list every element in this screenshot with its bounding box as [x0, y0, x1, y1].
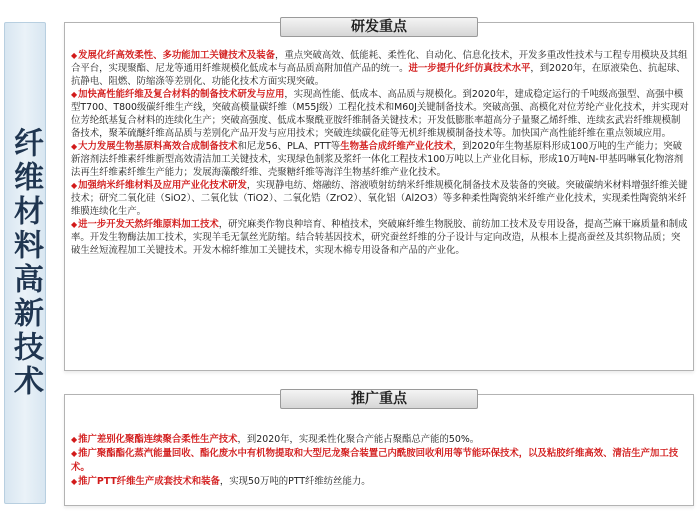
- body-text: ，研究麻类作物良种培育、种植技术，突破麻纤维生物脱胶、前纺加工技术及专用设备，提高苎麻干麻质量和制成率。开发生物酶法加工技术，实现羊毛无氯丝光防缩。结合转基因技术，研究蚕丝纤维的分子设计与定向改造，从根本上提高蚕丝及其织物品质；突破生丝短流程加工关键技术。开发木棉纤维加工关键技术，实现木棉专用设备和产品的产业化。: [71, 219, 688, 256]
- highlight-text: 生物基合成纤维产业化技术: [340, 141, 453, 152]
- body-text: ，到2020年，实现柔性化聚合产能占聚酯总产能的50%。: [237, 434, 480, 445]
- highlight-text: 发展化纤高效柔性、多功能加工关键技术及装备: [78, 50, 276, 61]
- highlight-text: 加强纳米纤维材料及应用产业化技术研发: [78, 180, 247, 191]
- highlight-text: 进一步提升化纤仿真技术水平: [408, 63, 531, 74]
- highlight-text: 加快高性能纤维及复合材料的制备技术研发与应用: [78, 89, 285, 100]
- highlight-text: 推广PTT纤维生产成套技术和装备: [78, 476, 220, 487]
- list-item: [71, 140, 689, 179]
- side-title-bar: [4, 22, 46, 504]
- diamond-icon: ◆: [71, 477, 78, 486]
- research-body: [71, 49, 689, 257]
- highlight-text: 推广差别化聚酯连续聚合柔性生产技术: [78, 434, 238, 445]
- highlight-text: 进一步开发天然纤维原料加工技术: [78, 219, 219, 230]
- diamond-icon: ◆: [71, 90, 78, 99]
- diamond-icon: ◆: [71, 51, 78, 60]
- list-item: [71, 433, 689, 447]
- list-item: [71, 179, 689, 218]
- diamond-icon: ◆: [71, 181, 78, 190]
- diamond-icon: ◆: [71, 435, 78, 444]
- diamond-icon: ◆: [71, 449, 78, 458]
- body-text: ，到2020年生物基原料形成100万吨的生产能力；突破新溶剂法纤维素纤维新型高效清洁加工关键技术，实现绿色制浆及浆纤一体化工程技术100万吨以上产业化目标，形成10万吨N-甲基吗啉氧化物溶剂法再生纤维素纤维生产能力；发展海藻酸纤维、壳聚糖纤维等海洋生物基纤维产业化技术。: [71, 141, 684, 178]
- research-panel: [64, 19, 694, 371]
- list-item: [71, 447, 689, 475]
- list-item: [71, 49, 689, 88]
- diamond-icon: ◆: [71, 142, 78, 151]
- highlight-text: 推广聚酯酯化蒸汽能量回收、酯化废水中有机物提取和大型尼龙聚合装置己内酰胺回收利用等节能环保技术，以及粘胶纤维高效、清洁生产加工技术。: [71, 448, 679, 473]
- research-heading: 研发重点: [280, 17, 478, 37]
- body-text: ，到2020年，在原液染色、抗起球、抗静电、阻燃、防缩涤等差别化、功能化技术方面实现突破。: [71, 63, 686, 87]
- body-text: ，重点突破高效、低能耗、柔性化、自动化、信息化技术，开发多重改性技术与工程专用模块及其组合平台，实现聚酯、尼龙等通用纤维规模化低成本与高品质高附加值产品的统一。: [71, 50, 688, 74]
- diamond-icon: ◆: [71, 220, 78, 229]
- promotion-heading: 推广重点: [280, 389, 478, 409]
- promotion-body: [71, 433, 689, 489]
- body-text: ，实现高性能、低成本、高品质与规模化。到2020年，建成稳定运行的千吨级高强型、高强中模型T700、T800级碳纤维生产线，突破高模量碳纤维（M55J级）工程化技术和M60J关键制备技术。突破高强、高模化对位芳纶产业化技术，并实现对位芳纶纸基复合材料的连续化生产；突破高强度、低成本聚酰亚胺纤维制备关键技术；开发低膨胀率超高分子量聚乙烯纤维、连续玄武岩纤维规模制备技术，聚苯硫醚纤维高品质与差别化产品开发与应用技术；突破连续碳化硅等无机纤维规模制备技术等。加快国产高性能纤维在重点领域应用。: [71, 89, 689, 139]
- side-title: 纤维材料高新技术: [8, 127, 43, 399]
- body-text: 和尼龙56、PLA、PTT等: [237, 141, 341, 152]
- promotion-panel: [64, 391, 694, 506]
- body-text: ，实现50万吨的PTT纤维纺丝能力。: [219, 476, 371, 487]
- list-item: [71, 218, 689, 257]
- body-text: ，实现静电纺、熔融纺、溶液喷射纺纳米纤维规模化制备技术及装备的突破。突破碳纳米材料增强纤维关键技术；研究二氧化硅（SiO2）、二氧化钛（TiO2）、二氧化锆（ZrO2）、氧化铝（Al2O3）等多种柔性陶瓷纳米纤维产业化技术，实现柔性陶瓷纳米纤维膜连续化生产。: [71, 180, 688, 217]
- list-item: [71, 475, 689, 489]
- highlight-text: 大力发展生物基原料高效合成制备技术: [78, 141, 238, 152]
- list-item: [71, 88, 689, 140]
